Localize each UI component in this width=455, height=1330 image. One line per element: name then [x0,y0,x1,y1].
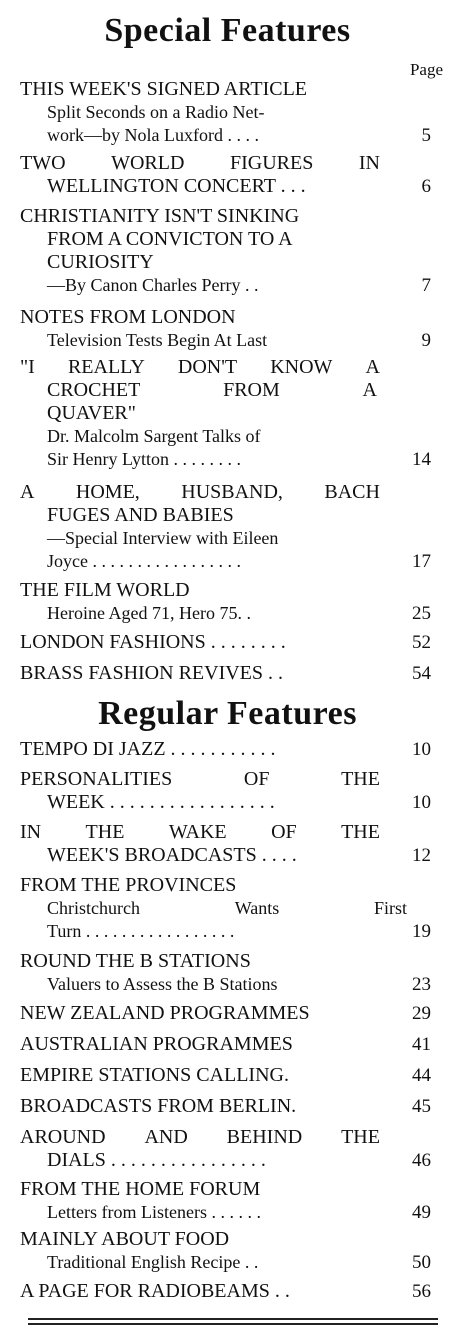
word: WORLD [111,152,185,174]
entry-title-text: A PAGE FOR RADIOBEAMS . . [20,1280,290,1302]
toc-entry [0,662,455,685]
word: THE [341,821,380,843]
page-number: 54 [412,663,431,684]
entry-title-text: BROADCASTS FROM BERLIN. [20,1095,297,1117]
entry-subtitle-text: Turn . . . . . . . . . . . . . . . . . [47,921,235,941]
entry-title-line [0,1095,455,1118]
word: HOME, [75,481,140,503]
toc-entry [0,579,455,625]
entry-title-text: CHRISTIANITY ISN'T SINKING [20,205,300,227]
entry-title-line [0,631,455,654]
entry-title-text: TEMPO DI JAZZ . . . . . . . . . . . [20,738,276,760]
entry-subtitle-text [47,897,407,920]
word: WAKE [168,821,227,843]
entry-title-line [0,738,455,761]
toc-entry [0,356,455,471]
entry-title-line [0,1178,455,1201]
entry-title-line [0,152,455,175]
toc-entry [0,481,455,573]
page-number: 19 [412,921,431,942]
word: AND [144,1126,188,1148]
entry-subtitle-text: Television Tests Begin At Last [47,330,268,350]
word: IN [358,152,380,174]
entry-title-line [0,205,455,228]
entry-title-text: THIS WEEK'S SIGNED ARTICLE [20,78,308,100]
entry-subtitle-line [0,448,455,471]
word: HUSBAND, [181,481,283,503]
page-number: 25 [412,603,431,624]
entry-subtitle-line [0,602,455,625]
word: First [373,898,407,918]
entry-subtitle-text: —Special Interview with Eileen [47,528,279,548]
entry-title-text: ROUND THE B STATIONS [20,950,251,972]
entry-title-text: WELLINGTON CONCERT . . . [47,175,306,197]
word: A [362,379,377,401]
toc-entry [0,306,455,352]
toc-entry [0,1126,455,1172]
bottom-rule [28,1323,438,1325]
entry-title-line [0,1126,455,1149]
entry-subtitle-text: Sir Henry Lytton . . . . . . . . [47,449,241,469]
word: DON'T [177,356,238,378]
word: THE [341,768,380,790]
word: Wants [234,898,280,918]
entry-title-text: CURIOSITY [47,251,154,273]
toc-entry [0,950,455,996]
entry-title-text: NOTES FROM LONDON [20,306,236,328]
toc-entry [0,1002,455,1025]
toc-entry [0,1228,455,1274]
entry-title-text [20,821,380,844]
entry-title-line [0,402,455,425]
toc-entry [0,631,455,654]
entry-subtitle-line [0,329,455,352]
toc-entry [0,1064,455,1087]
word: CROCHET [47,379,141,401]
regular-features-heading: Regular Features [98,695,357,732]
toc-entry [0,205,455,297]
entry-subtitle-line [0,527,455,550]
page-number: 44 [412,1065,431,1086]
toc-entry [0,1033,455,1056]
entry-title-text: WEEK . . . . . . . . . . . . . . . . . [47,791,275,813]
entry-title-line [0,579,455,602]
entry-title-line [0,1064,455,1087]
entry-title-line [0,1149,455,1172]
special-features-heading: Special Features [104,12,351,49]
entry-subtitle-line [0,274,455,297]
entry-title-text: WEEK'S BROADCASTS . . . . [47,844,297,866]
word: KNOW [270,356,333,378]
entry-title-text [20,152,380,175]
entry-subtitle-text: Heroine Aged 71, Hero 75. . [47,603,251,623]
toc-entry [0,1095,455,1118]
entry-subtitle-line [0,1251,455,1274]
entry-subtitle-text: Dr. Malcolm Sargent Talks of [47,426,261,446]
word: OF [271,821,297,843]
page-number: 6 [421,176,431,197]
entry-title-line [0,228,455,251]
entry-subtitle-text: Traditional English Recipe . . [47,1252,259,1272]
page-number: 45 [412,1096,431,1117]
word: A [20,481,35,503]
word: BEHIND [226,1126,303,1148]
page-number: 12 [412,845,431,866]
toc-entry [0,874,455,943]
page-number: 9 [421,330,431,351]
page-number: 41 [412,1034,431,1055]
entry-title-text: DIALS . . . . . . . . . . . . . . . . [47,1149,266,1171]
entry-subtitle-text: —By Canon Charles Perry . . [47,275,259,295]
word: AROUND [20,1126,106,1148]
page-number: 17 [412,551,431,572]
entry-subtitle-text: Joyce . . . . . . . . . . . . . . . . . [47,551,241,571]
entry-title-text: BRASS FASHION REVIVES . . [20,662,284,684]
word: IN [20,821,42,843]
toc-entry [0,821,455,867]
entry-title-line [0,662,455,685]
entry-title-line [0,504,455,527]
entry-subtitle-text: Split Seconds on a Radio Net- [47,102,265,122]
entry-title-text: QUAVER" [47,402,136,424]
toc-entry [0,738,455,761]
page-number: 46 [412,1150,431,1171]
entry-title-line [0,1002,455,1025]
word: "I [20,356,35,378]
entry-title-line [0,821,455,844]
entry-subtitle-line [0,550,455,573]
word: FROM [223,379,280,401]
entry-title-text [20,481,380,504]
entry-title-line [0,1280,455,1303]
entry-title-line [0,306,455,329]
page-number: 49 [412,1202,431,1223]
entry-title-text: FROM THE HOME FORUM [20,1178,261,1200]
entry-title-line [0,1033,455,1056]
entry-title-text [20,1126,380,1149]
entry-title-text [20,768,380,791]
entry-subtitle-line [0,920,455,943]
entry-subtitle-text: Valuers to Assess the B Stations [47,974,278,994]
entry-title-text [20,356,380,379]
word: PERSONALITIES [20,768,173,790]
entry-subtitle-line [0,425,455,448]
page-number: 52 [412,632,431,653]
entry-title-text: EMPIRE STATIONS CALLING. [20,1064,289,1086]
entry-title-text: LONDON FASHIONS . . . . . . . . [20,631,286,653]
word: Christchurch [47,898,140,918]
entry-title-text: THE FILM WORLD [20,579,190,601]
page-column-label: Page [409,60,443,79]
page-number: 10 [412,739,431,760]
page-number: 5 [421,125,431,146]
entry-title-text: FUGES AND BABIES [47,504,234,526]
word: REALLY [67,356,145,378]
toc-entry [0,1280,455,1303]
entry-title-line [0,844,455,867]
entry-subtitle-text: Letters from Listeners . . . . . . [47,1202,261,1222]
toc-entry [0,768,455,814]
page-number: 56 [412,1281,431,1302]
entry-title-line [0,874,455,897]
entry-title-line [0,356,455,379]
entry-title-text: MAINLY ABOUT FOOD [20,1228,230,1250]
entry-subtitle-text: work—by Nola Luxford . . . . [47,125,259,145]
entry-title-text: FROM A CONVICTON TO A [47,228,293,250]
word: OF [243,768,270,790]
entry-title-line [0,791,455,814]
entry-subtitle-line [0,897,455,920]
entry-subtitle-line [0,101,455,124]
word: FIGURES [229,152,314,174]
entry-subtitle-line [0,1201,455,1224]
word: THE [341,1126,380,1148]
page-number: 14 [412,449,431,470]
page-number: 7 [421,275,431,296]
toc-entry [0,1178,455,1224]
entry-title-line [0,251,455,274]
bottom-rule [28,1318,438,1320]
toc-entry [0,152,455,198]
entry-title-line [0,175,455,198]
page-number: 29 [412,1003,431,1024]
entry-title-text [47,379,377,402]
entry-title-line [0,379,455,402]
page-number: 23 [412,974,431,995]
word: THE [85,821,125,843]
word: BACH [324,481,380,503]
entry-title-line [0,1228,455,1251]
entry-title-text: AUSTRALIAN PROGRAMMES [20,1033,293,1055]
entry-title-line [0,950,455,973]
word: TWO [20,152,66,174]
word: A [365,356,380,378]
entry-title-line [0,78,455,101]
entry-title-text: NEW ZEALAND PROGRAMMES [20,1002,310,1024]
entry-title-line [0,768,455,791]
entry-title-line [0,481,455,504]
page-number: 10 [412,792,431,813]
toc-entry [0,78,455,147]
entry-subtitle-line [0,973,455,996]
page-number: 50 [412,1252,431,1273]
entry-title-text: FROM THE PROVINCES [20,874,237,896]
entry-subtitle-line [0,124,455,147]
